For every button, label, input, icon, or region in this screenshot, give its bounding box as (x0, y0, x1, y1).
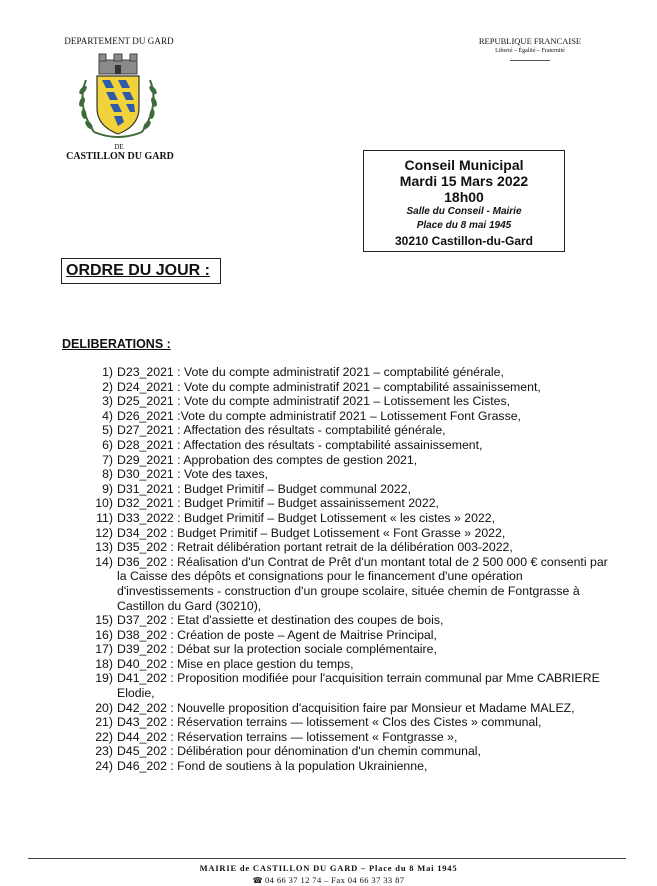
agenda-heading-box (61, 258, 221, 284)
list-item (94, 511, 614, 526)
item-number: 9) (102, 481, 113, 496)
item-text: D45_202 : Délibération pour dénomination d'un chemin communal, (117, 744, 481, 759)
republic-block (460, 36, 600, 61)
item-number: 7) (102, 452, 113, 467)
item-number: 3) (102, 394, 113, 409)
list-item (94, 613, 614, 628)
item-number: 15) (95, 613, 113, 628)
meeting-info-box (363, 150, 565, 252)
item-number: 11) (96, 510, 113, 525)
item-text: D35_202 : Retrait délibération portant retrait de la délibération 003-2022, (117, 540, 513, 555)
item-text: D30_2021 : Vote des taxes, (117, 467, 269, 482)
item-text: D31_2021 : Budget Primitif – Budget communal 2022, (117, 481, 411, 496)
list-item (94, 365, 614, 380)
list-item (94, 496, 614, 511)
item-number: 18) (95, 656, 113, 671)
item-text: D39_202 : Débat sur la protection sociale complémentaire, (117, 642, 437, 657)
item-text: D28_2021 : Affectation des résultats - comptabilité assainissement, (117, 437, 483, 452)
footer-phone-fax: 04 66 37 12 74 – Fax 04 66 37 33 87 (265, 875, 405, 885)
agenda-heading: ORDRE DU JOUR : (66, 262, 211, 279)
item-number: 6) (102, 437, 113, 452)
telephone-icon: ☎ (252, 876, 263, 885)
list-item (94, 540, 614, 555)
item-number: 10) (95, 496, 113, 511)
coat-of-arms-logo (72, 50, 164, 146)
deliberation-list (94, 365, 614, 774)
list-item (94, 526, 614, 541)
list-item (94, 628, 614, 643)
item-number: 4) (102, 408, 113, 423)
department-name: DEPARTEMENT DU GARD (64, 36, 174, 46)
item-number: 8) (102, 467, 113, 482)
list-item (94, 453, 614, 468)
item-number: 20) (95, 700, 113, 715)
meeting-date: Mardi 15 Mars 2022 (399, 173, 529, 189)
list-item (94, 423, 614, 438)
meeting-time: 18h00 (444, 189, 484, 205)
item-number: 22) (95, 729, 113, 744)
item-text: D26_2021 :Vote du compte administratif 2021 – Lotissement Font Grasse, (117, 408, 521, 423)
list-item (94, 409, 614, 424)
list-item (94, 394, 614, 409)
item-number: 24) (95, 759, 113, 774)
meeting-city: 30210 Castillon-du-Gard (394, 234, 534, 248)
deliberations-heading: DELIBERATIONS : (62, 337, 171, 351)
item-number: 5) (102, 423, 113, 438)
list-item (94, 759, 614, 774)
list-item (94, 744, 614, 759)
footer-address: MAIRIE de CASTILLON DU GARD – Place du 8 Mai 1945 (199, 863, 458, 873)
item-number: 23) (95, 744, 113, 759)
item-number: 14) (95, 554, 113, 569)
item-number: 17) (95, 642, 113, 657)
list-item (94, 438, 614, 453)
list-item (94, 657, 614, 672)
item-text: D42_202 : Nouvelle proposition d'acquisition faire par Monsieur et Madame MALEZ, (117, 700, 575, 715)
item-text: D46_202 : Fond de soutiens à la population Ukrainienne, (117, 759, 428, 774)
list-item (94, 701, 614, 716)
footer-divider (28, 858, 626, 859)
list-item (94, 467, 614, 482)
list-item (94, 380, 614, 395)
item-text: D29_2021 : Approbation des comptes de gestion 2021, (117, 452, 418, 467)
item-text: D33_2022 : Budget Primitif – Budget Lotissement « les cistes » 2022, (117, 510, 496, 525)
list-item (94, 555, 614, 613)
list-item (94, 730, 614, 745)
item-number: 16) (95, 627, 113, 642)
item-text: D25_2021 : Vote du compte administratif 2021 – Lotissement les Cistes, (117, 394, 511, 409)
meeting-title: Conseil Municipal (404, 157, 524, 173)
item-text: D24_2021 : Vote du compte administratif 2021 – comptabilité assainissement, (117, 379, 541, 394)
item-number: 2) (102, 379, 113, 394)
list-item (94, 642, 614, 657)
item-text: D38_202 : Création de poste – Agent de Maitrise Principal, (117, 627, 437, 642)
republic-divider (510, 60, 550, 61)
item-text: D34_202 : Budget Primitif – Budget Lotissement « Font Grasse » 2022, (117, 525, 506, 540)
item-text: D27_2021 : Affectation des résultats - comptabilité générale, (117, 423, 446, 438)
item-text: D37_202 : Etat d'assiette et destination des coupes de bois, (117, 613, 444, 628)
republic-motto: Liberté – Égalité – Fraternité (495, 48, 565, 54)
item-number: 19) (95, 671, 113, 686)
item-text: D40_202 : Mise en place gestion du temps, (117, 656, 354, 671)
meeting-room: Salle du Conseil - Mairie (406, 206, 522, 217)
list-item (94, 715, 614, 730)
item-text: D36_202 : Réalisation d'un Contrat de Prêt d'un montant total de 2 500 000 € consenti par la Caisse des dépôts et consignations pour le financement d'une opération d'investissements - construction d'un groupe scolaire, située chemin de Fontgrasse à Castillon du Gard (30210), (117, 554, 608, 613)
item-number: 12) (95, 525, 113, 540)
item-text: D41_202 : Proposition modifiée pour l'acquisition terrain communal par Mme CABRIERE Elodie, (117, 671, 600, 701)
item-text: D44_202 : Réservation terrains — lotissement « Fontgrasse », (117, 729, 458, 744)
commune-name: CASTILLON DU GARD (66, 151, 174, 162)
de-label: DE (114, 143, 124, 151)
item-text: D43_202 : Réservation terrains — lotissement « Clos des Cistes » communal, (117, 715, 542, 730)
item-text: D23_2021 : Vote du compte administratif 2021 – comptabilité générale, (117, 365, 504, 379)
republic-title: REPUBLIQUE FRANCAISE (478, 36, 582, 46)
item-number: 13) (95, 540, 113, 555)
item-number: 1) (102, 365, 113, 379)
item-number: 21) (95, 715, 113, 730)
item-text: D32_2021 : Budget Primitif – Budget assainissement 2022, (117, 496, 439, 511)
list-item (94, 671, 614, 700)
footer-contact (0, 875, 657, 885)
meeting-address: Place du 8 mai 1945 (416, 220, 512, 231)
list-item (94, 482, 614, 497)
